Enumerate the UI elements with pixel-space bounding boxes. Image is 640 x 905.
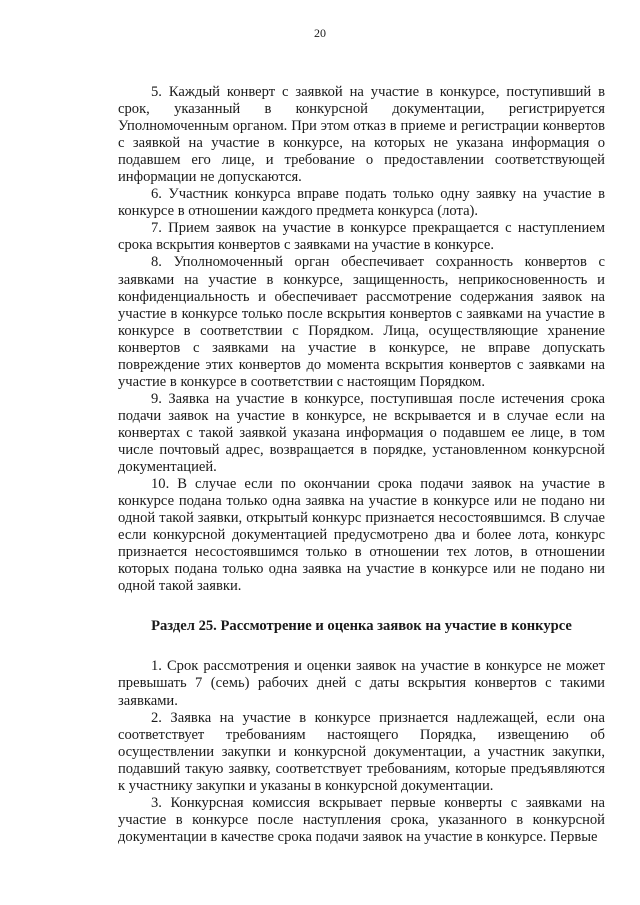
document-body	[118, 84, 605, 846]
paragraph-6: 6. Участник конкурса вправе подать только одну заявку на участие в конкурсе в отношении каждого предмета конкурса (лота).	[118, 186, 605, 220]
page-number: 20	[314, 26, 326, 40]
paragraph-8: 8. Уполномоченный орган обеспечивает сохранность конвертов с заявками на участие в конкурсе, защищенность, неприкосновенность и конфиденциальность и обеспечивает рассмотрение содержания заявок на участие в конкурсе только после вскрытия конвертов с заявками на участие в конкурсе в соответствии с Порядком. Лица, осуществляющие хранение конвертов с заявками на участие в конкурсе, не вправе допускать повреждение этих конвертов до момента вскрытия конвертов с заявками на участие в конкурсе в соответствии с настоящим Порядком.	[118, 254, 605, 390]
paragraph-7: 7. Прием заявок на участие в конкурсе прекращается с наступлением срока вскрытия конвертов с заявками на участие в конкурсе.	[118, 220, 605, 254]
section-heading: Раздел 25. Рассмотрение и оценка заявок на участие в конкурсе	[151, 618, 572, 635]
paragraph-3: 3. Конкурсная комиссия вскрывает первые конверты с заявками на участие в конкурсе после наступления срока, указанного в конкурсной документации в качестве срока подачи заявок на участие в конкурсе. Первые	[118, 794, 605, 845]
paragraph-1: 1. Срок рассмотрения и оценки заявок на участие в конкурсе не может превышать 7 (семь) рабочих дней с даты вскрытия конвертов с такими заявками.	[118, 658, 605, 709]
paragraph-10: 10. В случае если по окончании срока подачи заявок на участие в конкурсе подана только одна заявка на участие в конкурсе или не подано ни одной такой заявки, открытый конкурс признается несостоявшимся. В случае если конкурсной документацией предусмотрено два и более лота, конкурс признается несостоявшимся только в отношении тех лотов, в отношении которых подана только одна заявка на участие в конкурсе или не подано ни одной такой заявки.	[118, 476, 605, 595]
section-24-continuation	[118, 84, 605, 595]
paragraph-2: 2. Заявка на участие в конкурсе признается надлежащей, если она соответствует требованиям настоящего Порядка, извещению об осуществлении закупки и конкурсной документации, а участник закупки, подавший такую заявку, соответствует требованиям, которые предъявляются к участнику закупки и указаны в конкурсной документации.	[118, 709, 605, 794]
paragraph-5: 5. Каждый конверт с заявкой на участие в конкурсе, поступивший в срок, указанный в конкурсной документации, регистрируется Уполномоченным органом. При этом отказ в приеме и регистрации конвертов с заявкой на участие в конкурсе, на которых не указана информация о подавшем его лице, и требование о предоставлении соответствующей информации не допускаются.	[118, 84, 605, 186]
section-25	[118, 658, 605, 846]
paragraph-9: 9. Заявка на участие в конкурсе, поступившая после истечения срока подачи заявок на участие в конкурсе, не вскрывается и в случае если на конвертах с такой заявкой указана информация о подавшем ее лице, в том числе почтовый адрес, возвращается в порядке, установленном конкурсной документацией.	[118, 390, 605, 476]
